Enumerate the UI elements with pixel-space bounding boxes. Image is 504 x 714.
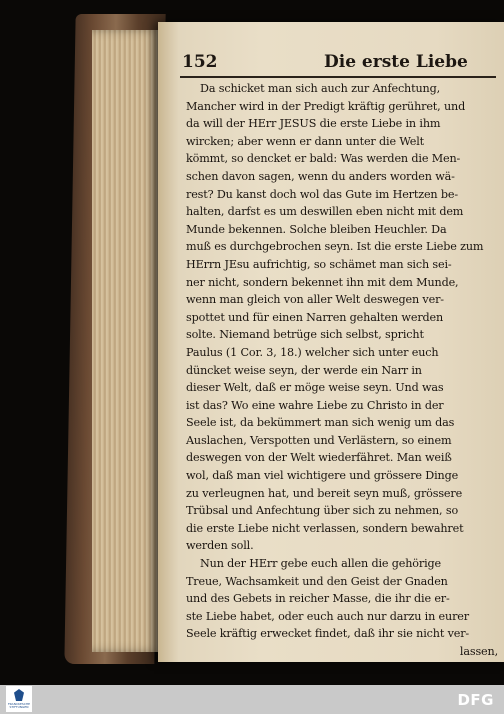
text-line: wircken; aber wenn er dann unter die Welt (186, 134, 425, 148)
text-line: Da schicket man sich auch zur Anfechtung, (200, 82, 440, 95)
text-line: Seele kräftig erwecket findet, daß ihr sie nicht ver- (186, 627, 470, 641)
library-logo-text: FRANCKESCHE STIFTUNGEN (7, 702, 31, 710)
dfg-logo[interactable]: DFG (457, 691, 494, 709)
text-line: da will der HErr JESUS die erste Liebe in ihm (186, 117, 441, 131)
text-line: rest? Du kanst doch wol das Gute im Hertzen be- (186, 187, 459, 201)
text-line: halten, darfst es um deswillen eben nicht mit dem (186, 205, 464, 219)
text-line: Treue, Wachsamkeit und den Geist der Gnaden (186, 574, 448, 588)
text-line: wenn man gleich von aller Welt deswegen ver- (186, 293, 444, 307)
text-line: spottet und für einen Narren gehalten werden (186, 310, 444, 324)
library-emblem-icon (14, 689, 24, 701)
text-line: düncket weise seyn, der werde ein Narr in (186, 363, 422, 377)
running-title: Die erste Liebe (324, 52, 468, 72)
text-line: HErrn JEsu aufrichtig, so schämet man sich sei- (186, 257, 452, 271)
text-line: wol, daß man viel wichtigere und grössere Dinge (186, 469, 459, 483)
text-line: die erste Liebe nicht verlassen, sondern bewahret (186, 521, 464, 535)
header-rule (180, 76, 496, 78)
text-line: ste Liebe habet, oder euch auch nur darzu in eurer (186, 609, 469, 623)
text-line: kömmt, so dencket er bald: Was werden die Men- (186, 152, 461, 166)
text-line: und des Gebets in reicher Masse, die ihr die er- (186, 592, 450, 606)
text-line: solte. Niemand betrüge sich selbst, spricht (186, 328, 424, 342)
page-edges (92, 30, 160, 652)
page-header (176, 52, 496, 74)
text-line: Auslachen, Verspotten und Verlästern, so einem (186, 433, 452, 447)
page-body (186, 80, 498, 661)
text-line: Paulus (1 Cor. 3, 18.) welcher sich unter euch (186, 345, 439, 359)
text-line: zu verleugnen hat, und bereit seyn muß, grössere (186, 486, 463, 500)
text-line: schen davon sagen, wenn du anders worden wä- (186, 169, 455, 183)
text-line: deswegen von der Welt wiederfähret. Man weiß (186, 451, 452, 465)
viewer-footer (0, 685, 504, 714)
text-line: ist das? Wo eine wahre Liebe zu Christo in der (186, 398, 444, 412)
library-logo[interactable] (6, 686, 32, 712)
text-line: Trübsal und Anfechtung über sich zu nehmen, so (186, 504, 459, 518)
text-line: lassen, (459, 645, 498, 658)
text-line: dieser Welt, daß er möge weise seyn. Und was (186, 381, 444, 395)
text-line: Seele ist, da bekümmert man sich wenig um das (186, 416, 455, 430)
text-line: ner nicht, sondern bekennet ihn mit dem Munde, (186, 275, 459, 289)
text-line: Mancher wird in der Predigt kräftig gerühret, und (186, 99, 466, 113)
page-number: 152 (182, 52, 218, 72)
book-page (158, 22, 504, 662)
text-line: Munde bekennen. Solche bleiben Heuchler. Da (186, 222, 447, 236)
text-line: muß es durchgebrochen seyn. Ist die erste Liebe zum (186, 240, 484, 254)
text-line: werden soll. (186, 539, 254, 553)
text-line: Nun der HErr gebe euch allen die gehörige (200, 557, 441, 571)
